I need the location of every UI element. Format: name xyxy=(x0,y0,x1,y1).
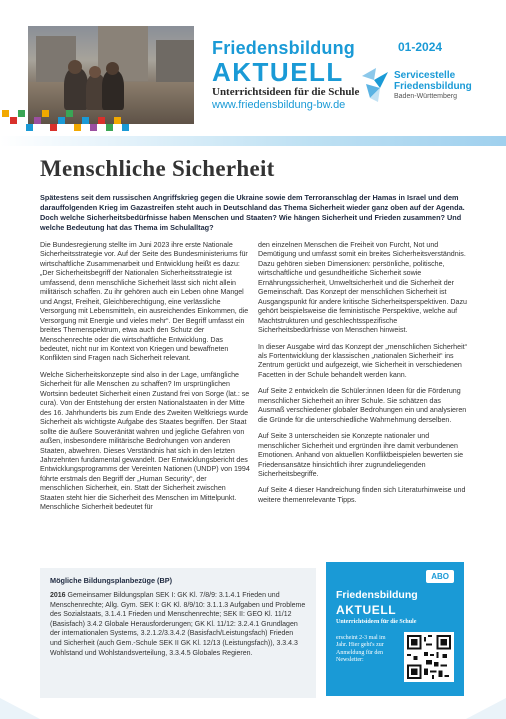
page-title: Menschliche Sicherheit xyxy=(40,156,275,181)
abo-subtitle: Unterrichtsideen für die Schule xyxy=(336,619,417,625)
article-column-left xyxy=(40,241,250,520)
curriculum-year: 2016 xyxy=(50,592,66,599)
curriculum-box xyxy=(40,568,316,698)
abo-badge: ABO xyxy=(426,570,454,583)
brand-aktuell: AKTUELL xyxy=(212,57,344,87)
subscription-box xyxy=(326,562,464,696)
brand-title: Friedensbildung xyxy=(212,38,356,58)
qr-code-icon[interactable] xyxy=(404,632,454,682)
lead-paragraph: Spätestens seit dem russischen Angriffskrieg gegen die Ukraine sowie dem Terroranschlag der Hamas in Israel und dem darauffolgenden Krieg im Gazastreifen steht auch in Deutschland das Thema Sicherheit wieder ganz oben auf der Agenda. Doch welche Sicherheitsbedürfnisse haben Menschen und Staaten? Wie hängen Sicherheit und Frieden zusammen? Und welche Bedeutung hat das Thema im Schulalltag? xyxy=(40,193,465,232)
curriculum-box-title: Mögliche Bildungsplanbezüge (BP) xyxy=(50,576,173,585)
abo-aktuell: AKTUELL xyxy=(336,603,397,617)
logo-text-servicestelle: Servicestelle xyxy=(394,70,456,81)
brand-url-link[interactable]: www.friedensbildung-bw.de xyxy=(212,99,346,111)
issue-number: 01-2024 xyxy=(398,40,443,54)
body-paragraph: Auf Seite 4 dieser Handreichung finden sich Literaturhinweise und weitere themenrelevante Tipps. xyxy=(258,486,466,504)
header-divider xyxy=(0,136,506,146)
footer-decoration xyxy=(0,698,506,719)
curriculum-box-text xyxy=(50,591,306,658)
body-paragraph: Die Bundesregierung stellte im Juni 2023 ihre erste Nationale Sicherheitsstrategie vor. Auf der Seite des Bundesministeriums für wirtschaftliche Zusammenarbeit und Entwicklung heißt es dazu: „Der Sicherheitsbegriff der Nationalen Sicherheitsstrategie ist umfassend, denn menschliche Sicherheit lässt sich nicht allein militärisch schaffen. Zu ihr gehören auch ein Leben ohne Mangel und Angst, Freiheit, Gleichberechtigung, eine verlässliche Versorgung mit Lebensmitteln, ein ausreichendes Einkommen, die Versorgung mit Energie und vieles mehr“. Der Begriff umfasst ein breites Themenspektrum, etwa auch den Schutz der Menschenrechte oder die wirtschaftliche Entwicklung. Das bedeutet, nicht nur im Kontext von Kriegen und bewaffneten Konflikten sind Fragen nach Sicherheit relevant. xyxy=(40,241,249,363)
abo-description: erscheint 2-3 mal im Jahr. Hier geht's zur Anmeldung für den Newsletter: xyxy=(336,635,386,664)
masthead xyxy=(0,0,506,132)
abo-title: Friedensbildung xyxy=(336,589,418,601)
curriculum-list: Gemeinsamer Bildungsplan SEK I: GK Kl. 7/8/9: 3.1.4.1 Frieden und Menschenrechte; Allg. Gym. SEK I: GK Kl. 8/9/10: 3.1.1.3 Aufgaben und Probleme des Sozialstaats, 3.1.4.1 Frieden und Menschenrechte; SEK II: GEO Kl. 11/12 (Basisfach) 3.4.2 Globale Herausforderungen; GK Kl. 11/12: 3.2.4.1 Grundlagen der internationalen Systems, 3.2.1.2/3.3.4.2 (Basisfach/Leistungsfach) Frieden und Sicherheit (auch Gem.-Schule SEK II GK Kl. 12/13 (Leistungsfach)), 3.3.4.3 Wohlstand und Wohlstandsverteilung, 3.3.4.5 Globales Regieren. xyxy=(50,592,306,657)
body-paragraph: den einzelnen Menschen die Freiheit von Furcht, Not und Demütigung und umfasst somit ein breites Sicherheitsverständnis. Dazu gehören sieben Dimensionen: persönliche, politische, wirtschaftliche und gesundheitliche Sicherheit sowie Ernährungssicherheit, Umweltsicherheit und die Sicherheit der Gemeinschaft. Das Konzept der menschlichen Sicherheit ist Ausgangspunkt für andere kritische Sicherheitsperspektiven. Dazu gehört beispielsweise die feministische Perspektive, welche auf Machtstrukturen und geschlechtsspezifische Sicherheitsbedürfnisse von Menschen hinweist. xyxy=(258,241,467,335)
body-paragraph: Auf Seite 2 entwickeln die Schüler:innen Ideen für die Förderung menschlicher Sicherheit an ihrer Schule. Sie schätzen das Ausmaß verschiedener globaler Bedrohungen ein und analysieren die Gründe für die unterschiedliche Wahrnehmung derselben. xyxy=(258,387,467,424)
pixel-decoration xyxy=(0,108,140,136)
logo-text-region: Baden-Württemberg xyxy=(394,93,458,100)
body-paragraph: Auf Seite 3 unterscheiden sie Konzepte nationaler und menschlicher Sicherheit und ergründen ihre damit verbundenen Emotionen. Anhand von aktuellen Konfliktbeispielen bewerten sie Friedensansätze hinsichtlich ihrer zugrundeliegenden Sicherheitsbegriffe. xyxy=(258,432,464,478)
article-column-right xyxy=(258,241,468,512)
brand-subtitle: Unterrichtsideen für die Schule xyxy=(212,86,360,98)
dove-logo-icon xyxy=(360,66,390,104)
body-paragraph: In dieser Ausgabe wird das Konzept der „menschlichen Sicherheit“ als Fortentwicklung der klassischen „nationalen Sicherheit“ ins Zentrum gerückt und aufgezeigt, wie Sicherheit in verschiedenen Facetten in der Schule behandelt werden kann. xyxy=(258,342,467,379)
body-paragraph: Welche Sicherheitskonzepte sind also in der Lage, umfängliche Sicherheit für alle Menschen zu schaffen? Im ursprünglichen Wortsinn bedeutet Sicherheit einen Zustand frei von Sorge (lat.: se cura). Von der Entstehung der ersten Nationalstaaten in der Mitte des 16. Jahrhunderts bis zum Ende des Zweiten Weltkriegs wurde Sicherheit als wichtigste Aufgabe des Staates begriffen. Der Staat sollte die äußere Souveränität wahren und jegliche Gefahren von außen, insbesondere militärische Bedrohungen von anderen Staaten, abwehren. Dieses Verständnis hat sich in den letzten Jahrzehnten fundamental gewandelt. Der Entwicklungsbericht des Entwicklungsprogramms der Vereinten Nationen (UNDP) von 1994 führte erstmals den Begriff der „Human Security“, der menschlichen Sicherheit, ein. Statt der Sicherheit zwischen Staaten steht hier die Sicherheit des Menschen im Mittelpunkt. Menschliche Sicherheit bedeutet für xyxy=(40,370,250,512)
logo-text-friedensbildung: Friedensbildung xyxy=(394,81,472,92)
